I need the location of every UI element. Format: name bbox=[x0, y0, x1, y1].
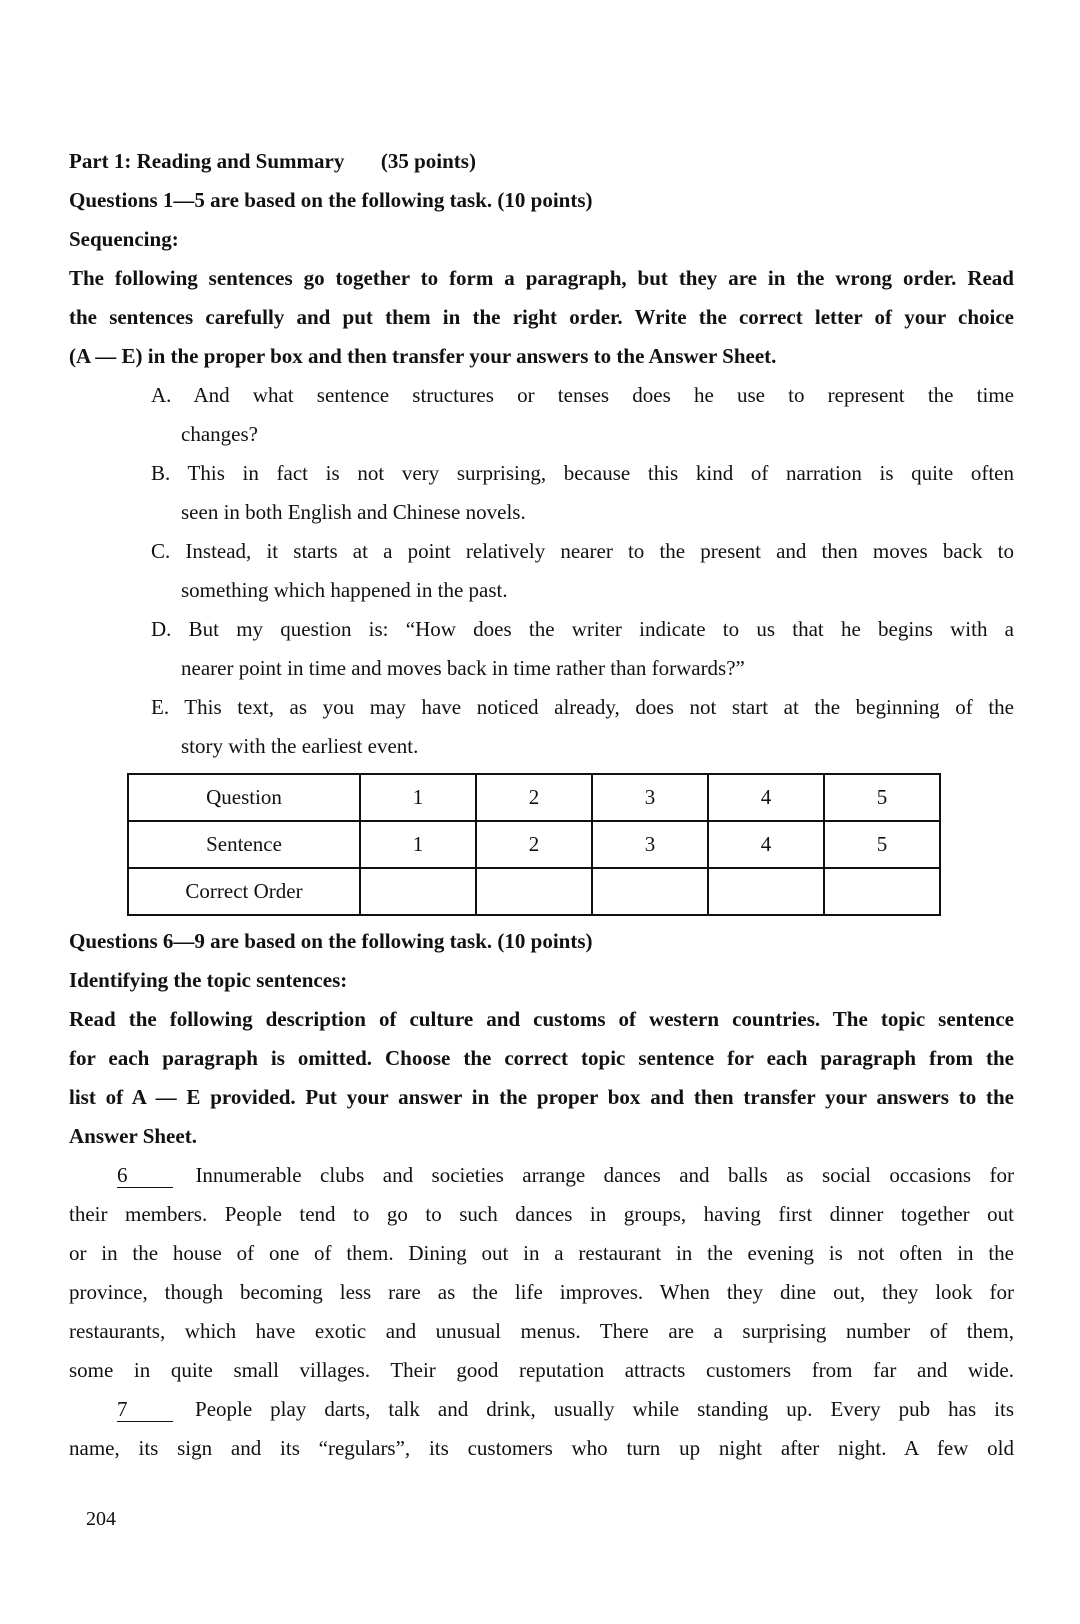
answer-cell[interactable] bbox=[476, 868, 592, 915]
table-row bbox=[128, 774, 940, 821]
option-b-cont: seen in both English and Chinese novels. bbox=[181, 500, 526, 524]
table-cell: 1 bbox=[360, 774, 476, 821]
table-row bbox=[128, 821, 940, 868]
answer-cell[interactable] bbox=[824, 868, 940, 915]
option-b: B. This in fact is not very surprising, because this kind of narration is quite often bbox=[151, 461, 1014, 485]
page-content bbox=[69, 142, 1014, 1468]
option-e-cont: story with the earliest event. bbox=[181, 734, 419, 758]
table-cell: 4 bbox=[708, 821, 824, 868]
answer-cell[interactable] bbox=[360, 868, 476, 915]
table-cell: 1 bbox=[360, 821, 476, 868]
task2-instruction-line: Answer Sheet. bbox=[69, 1124, 197, 1148]
answer-blank-6[interactable]: 6 bbox=[117, 1163, 173, 1188]
paragraph-6-line: province, though becoming less rare as the life improves. When they dine out, they look for bbox=[69, 1280, 1014, 1304]
option-c-cont: something which happened in the past. bbox=[181, 578, 508, 602]
paragraph-6-line: their members. People tend to go to such dances in groups, having first dinner together out bbox=[69, 1202, 1014, 1226]
task1-title: Sequencing: bbox=[69, 227, 179, 251]
table-cell: 5 bbox=[824, 821, 940, 868]
paragraph-6-first-line bbox=[69, 1156, 1014, 1195]
paragraph-6-line: or in the house of one of them. Dining out in a restaurant in the evening is not often in the bbox=[69, 1241, 1014, 1265]
part-heading: Part 1: Reading and Summary bbox=[69, 149, 345, 173]
row-label: Question bbox=[128, 774, 360, 821]
part-heading-line bbox=[69, 142, 1014, 181]
paragraph-6-line: restaurants, which have exotic and unusual menus. There are a surprising number of them, bbox=[69, 1319, 1014, 1343]
task1-instruction-line: the sentences carefully and put them in the right order. Write the correct letter of your choice bbox=[69, 305, 1014, 329]
option-a: A. And what sentence structures or tenses does he use to represent the time bbox=[151, 383, 1014, 407]
paragraph-7-text: People play darts, talk and drink, usually while standing up. Every pub has its bbox=[195, 1397, 1015, 1421]
paragraph-6-line: some in quite small villages. Their good reputation attracts customers from far and wide. bbox=[69, 1358, 1014, 1382]
part-points: (35 points) bbox=[380, 149, 476, 173]
answer-cell[interactable] bbox=[592, 868, 708, 915]
answer-cell[interactable] bbox=[708, 868, 824, 915]
table-cell: 5 bbox=[824, 774, 940, 821]
table-row bbox=[128, 868, 940, 915]
task2-instruction-line: Read the following description of culture and customs of western countries. The topic sentence bbox=[69, 1007, 1014, 1031]
option-c: C. Instead, it starts at a point relatively nearer to the present and then moves back to bbox=[151, 539, 1014, 563]
task2-instruction-line: list of A — E provided. Put your answer in the proper box and then transfer your answers to the bbox=[69, 1085, 1014, 1109]
task1-intro: Questions 1—5 are based on the following task. (10 points) bbox=[69, 188, 593, 212]
row-label: Correct Order bbox=[128, 868, 360, 915]
table-cell: 3 bbox=[592, 821, 708, 868]
table-cell: 4 bbox=[708, 774, 824, 821]
option-d-cont: nearer point in time and moves back in time rather than forwards?” bbox=[181, 656, 745, 680]
option-a-cont: changes? bbox=[181, 422, 258, 446]
row-label: Sentence bbox=[128, 821, 360, 868]
table-cell: 3 bbox=[592, 774, 708, 821]
table-cell: 2 bbox=[476, 774, 592, 821]
page-number: 204 bbox=[86, 1508, 116, 1530]
answer-table bbox=[127, 773, 941, 916]
task2-intro: Questions 6—9 are based on the following task. (10 points) bbox=[69, 929, 593, 953]
option-e: E. This text, as you may have noticed already, does not start at the beginning of the bbox=[151, 695, 1014, 719]
task1-instruction-line: (A — E) in the proper box and then transfer your answers to the Answer Sheet. bbox=[69, 344, 777, 368]
task2-instruction-line: for each paragraph is omitted. Choose the correct topic sentence for each paragraph from the bbox=[69, 1046, 1014, 1070]
paragraph-7-first-line bbox=[69, 1390, 1014, 1429]
answer-blank-7[interactable]: 7 bbox=[117, 1397, 173, 1422]
task2-title: Identifying the topic sentences: bbox=[69, 968, 348, 992]
paragraph-6-text: Innumerable clubs and societies arrange dances and balls as social occasions for bbox=[195, 1163, 1014, 1187]
task1-instruction-line: The following sentences go together to form a paragraph, but they are in the wrong order. Read bbox=[69, 266, 1014, 290]
table-cell: 2 bbox=[476, 821, 592, 868]
paragraph-7-line: name, its sign and its “regulars”, its customers who turn up night after night. A few old bbox=[69, 1436, 1014, 1460]
option-d: D. But my question is: “How does the writer indicate to us that he begins with a bbox=[151, 617, 1014, 641]
